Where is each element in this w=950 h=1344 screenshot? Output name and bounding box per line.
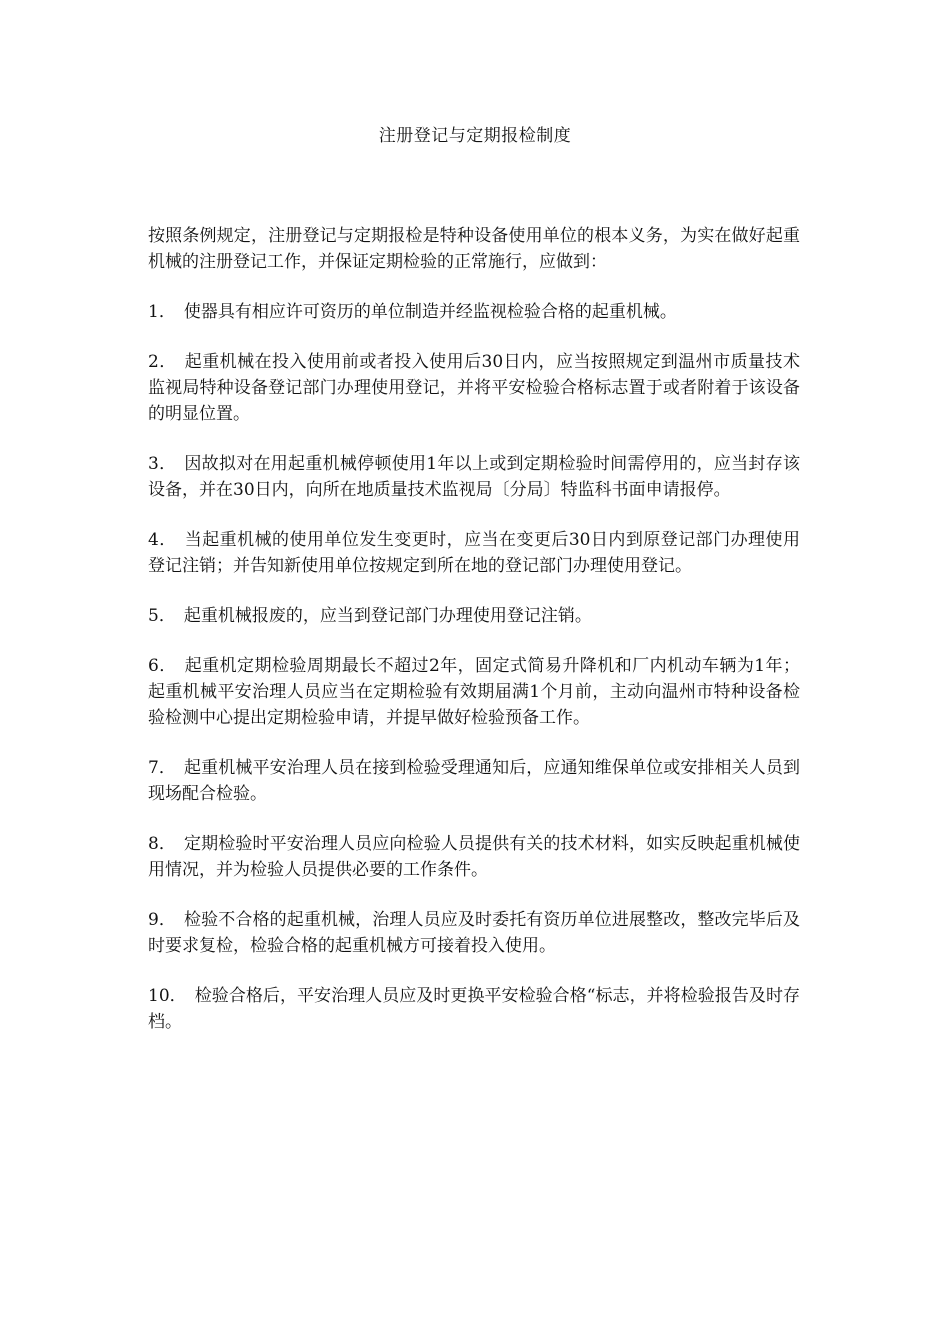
item-number: 2． [148, 352, 177, 372]
list-item [148, 755, 800, 807]
item-number: 4． [148, 530, 177, 550]
item-text: 检验合格后，平安治理人员应及时更换平安检验合格“标志，并将检验报告及时存档。 [148, 986, 800, 1032]
list-item [148, 349, 800, 427]
item-number: 9． [148, 910, 177, 930]
item-number: 3． [148, 454, 177, 474]
list-item [148, 653, 800, 731]
item-text: 定期检验时平安治理人员应向检验人员提供有关的技术材料，如实反映起重机械使用情况，并为检验人员提供必要的工作条件。 [148, 834, 800, 880]
item-text: 因故拟对在用起重机械停顿使用1年以上或到定期检验时间需停用的，应当封存该设备，并在30日内，向所在地质量技术监视局〔分局〕特监科书面申请报停。 [148, 454, 800, 500]
list-item [148, 527, 800, 579]
list-item [148, 907, 800, 959]
item-text: 检验不合格的起重机械，治理人员应及时委托有资历单位进展整改，整改完毕后及时要求复检，检验合格的起重机械方可接着投入使用。 [148, 910, 800, 956]
list-item [148, 983, 800, 1035]
item-number: 5． [148, 606, 176, 626]
list-item [148, 603, 800, 629]
item-number: 8． [148, 834, 177, 854]
item-number: 6． [148, 656, 177, 676]
item-text: 起重机定期检验周期最长不超过2年，固定式简易升降机和厂内机动车辆为1年；起重机械平安治理人员应当在定期检验有效期届满1个月前，主动向温州市特种设备检验检测中心提出定期检验申请，并提早做好检验预备工作。 [148, 656, 800, 728]
intro-paragraph: 按照条例规定，注册登记与定期报检是特种设备使用单位的根本义务，为实在做好起重机械的注册登记工作，并保证定期检验的正常施行，应做到： [148, 226, 800, 272]
item-text: 起重机械平安治理人员在接到检验受理通知后，应通知维保单位或安排相关人员到现场配合检验。 [148, 758, 800, 804]
document-title: 注册登记与定期报检制度 [378, 126, 572, 146]
item-number: 1． [148, 302, 176, 322]
list-item [148, 831, 800, 883]
rule-list [148, 299, 800, 1035]
item-text: 起重机械在投入使用前或者投入使用后30日内，应当按照规定到温州市质量技术监视局特种设备登记部门办理使用登记，并将平安检验合格标志置于或者附着于该设备的明显位置。 [148, 352, 800, 424]
item-text: 起重机械报废的，应当到登记部门办理使用登记注销。 [183, 606, 592, 626]
list-item [148, 299, 800, 325]
item-text: 使器具有相应许可资历的单位制造并经监视检验合格的起重机械。 [183, 302, 677, 322]
item-text: 当起重机械的使用单位发生变更时，应当在变更后30日内到原登记部门办理使用登记注销；并告知新使用单位按规定到所在地的登记部门办理使用登记。 [148, 530, 800, 576]
list-item [148, 451, 800, 503]
item-number: 7． [148, 758, 177, 778]
document-body [148, 223, 800, 1059]
item-number: 10． [148, 986, 187, 1006]
